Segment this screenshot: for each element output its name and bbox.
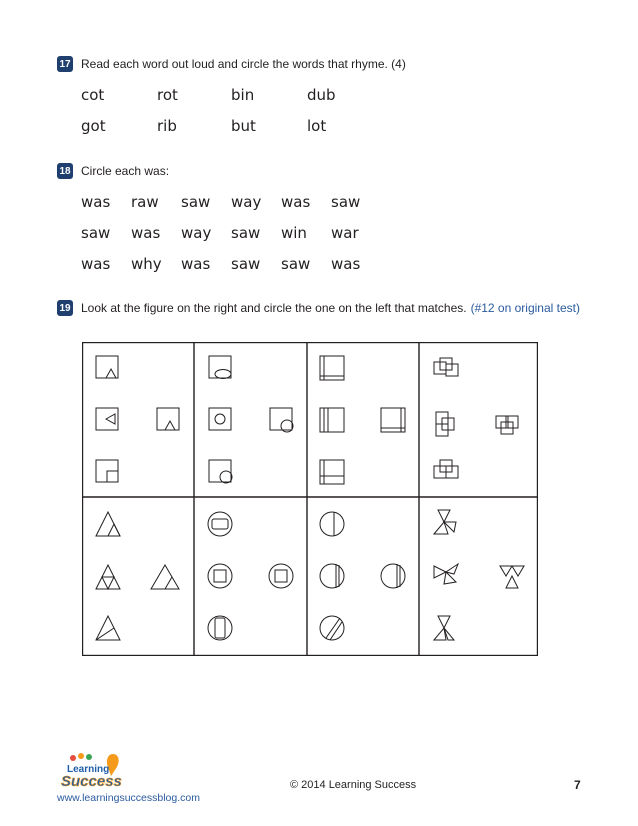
option-figure: [381, 408, 405, 432]
option-figure: [151, 565, 179, 589]
word-item[interactable]: was: [181, 254, 211, 273]
question-17: [57, 56, 406, 72]
option-figure: [320, 460, 344, 484]
option-figure: [320, 564, 344, 588]
option-figure: [96, 616, 120, 640]
question-number-badge: 18: [57, 163, 73, 179]
word-item[interactable]: win: [281, 223, 307, 242]
option-figure: [434, 616, 454, 640]
target-figure: [209, 356, 231, 379]
target-figure: [320, 356, 344, 380]
word-item[interactable]: was: [281, 192, 311, 211]
word-row: [81, 110, 381, 141]
word-item[interactable]: was: [331, 254, 361, 273]
word-item[interactable]: saw: [231, 223, 261, 242]
figure-matching-grid: [82, 342, 538, 656]
option-figure: [96, 565, 120, 589]
word-item[interactable]: was: [81, 192, 111, 211]
word-item[interactable]: saw: [181, 192, 211, 211]
word-item[interactable]: why: [131, 254, 162, 273]
option-figure: [209, 408, 231, 430]
question-text: Circle each was:: [81, 164, 170, 178]
question-text: [81, 301, 580, 315]
option-figure: [208, 564, 232, 588]
word-item[interactable]: dub: [307, 85, 336, 104]
figure-cell-circles-lines: [320, 512, 405, 640]
logo-dot: [78, 753, 84, 759]
option-figure: [270, 408, 293, 432]
word-item[interactable]: saw: [81, 223, 111, 242]
question-instruction: Look at the figure on the right and circle the one on the left that matches.: [81, 301, 467, 315]
target-figure: [434, 358, 458, 376]
option-figure: [209, 460, 232, 483]
page-number: 7: [574, 778, 581, 792]
option-figure: [500, 566, 524, 588]
word-row: [81, 217, 381, 248]
original-test-reference: (#12 on original test): [470, 301, 580, 315]
figure-cell-square-circle: [209, 356, 293, 483]
target-figure: [96, 512, 120, 536]
word-item[interactable]: way: [231, 192, 262, 211]
logo-dot: [70, 755, 76, 761]
logo-word-2: Success: [61, 773, 122, 790]
figure-cell-square-lines: [320, 356, 405, 484]
word-item[interactable]: war: [331, 223, 359, 242]
rhyme-word-list: [81, 79, 381, 141]
word-item[interactable]: cot: [81, 85, 105, 104]
learning-success-logo: [57, 752, 127, 790]
target-figure: [96, 356, 118, 378]
target-figure: [434, 510, 456, 534]
target-figure: [320, 512, 344, 536]
word-item[interactable]: saw: [231, 254, 261, 273]
question-18: [57, 163, 169, 179]
was-word-list: [81, 186, 381, 279]
word-row: [81, 186, 381, 217]
option-figure: [96, 460, 118, 482]
option-figure: [320, 616, 344, 640]
figure-cell-circles: [208, 512, 293, 640]
word-item[interactable]: rot: [157, 85, 178, 104]
word-item[interactable]: but: [231, 116, 256, 135]
figure-cell-square-triangle: [96, 356, 179, 482]
footer-website-link[interactable]: www.learningsuccessblog.com: [57, 792, 200, 804]
logo-dot: [86, 754, 92, 760]
figure-cell-bowtie-triangles: [434, 510, 524, 640]
logo-word-1: Learning: [67, 764, 110, 775]
question-19: [57, 300, 580, 316]
option-figure: [434, 460, 458, 478]
target-figure: [208, 512, 232, 536]
option-figure: [436, 412, 454, 436]
option-figure: [96, 408, 118, 430]
grid-frame: [83, 343, 538, 656]
word-item[interactable]: saw: [331, 192, 361, 211]
word-item[interactable]: was: [81, 254, 111, 273]
option-figure: [320, 408, 344, 432]
word-row: [81, 79, 381, 110]
question-text: Read each word out loud and circle the words that rhyme. (4): [81, 57, 406, 71]
question-number-badge: 17: [57, 56, 73, 72]
word-item[interactable]: got: [81, 116, 106, 135]
word-item[interactable]: was: [131, 223, 161, 242]
word-item[interactable]: saw: [281, 254, 311, 273]
word-item[interactable]: lot: [307, 116, 327, 135]
word-item[interactable]: raw: [131, 192, 159, 211]
question-number-badge: 19: [57, 300, 73, 316]
option-figure: [269, 564, 293, 588]
word-row: [81, 248, 381, 279]
option-figure: [157, 408, 179, 430]
option-figure: [496, 416, 518, 434]
word-item[interactable]: bin: [231, 85, 255, 104]
footer-copyright: © 2014 Learning Success: [290, 779, 417, 791]
word-item[interactable]: way: [181, 223, 212, 242]
option-figure: [381, 564, 405, 588]
figure-cell-overlapping-squares: [434, 358, 518, 478]
option-figure: [208, 616, 232, 640]
figure-cell-triangles: [96, 512, 179, 640]
option-figure: [434, 564, 458, 584]
word-item[interactable]: rib: [157, 116, 177, 135]
